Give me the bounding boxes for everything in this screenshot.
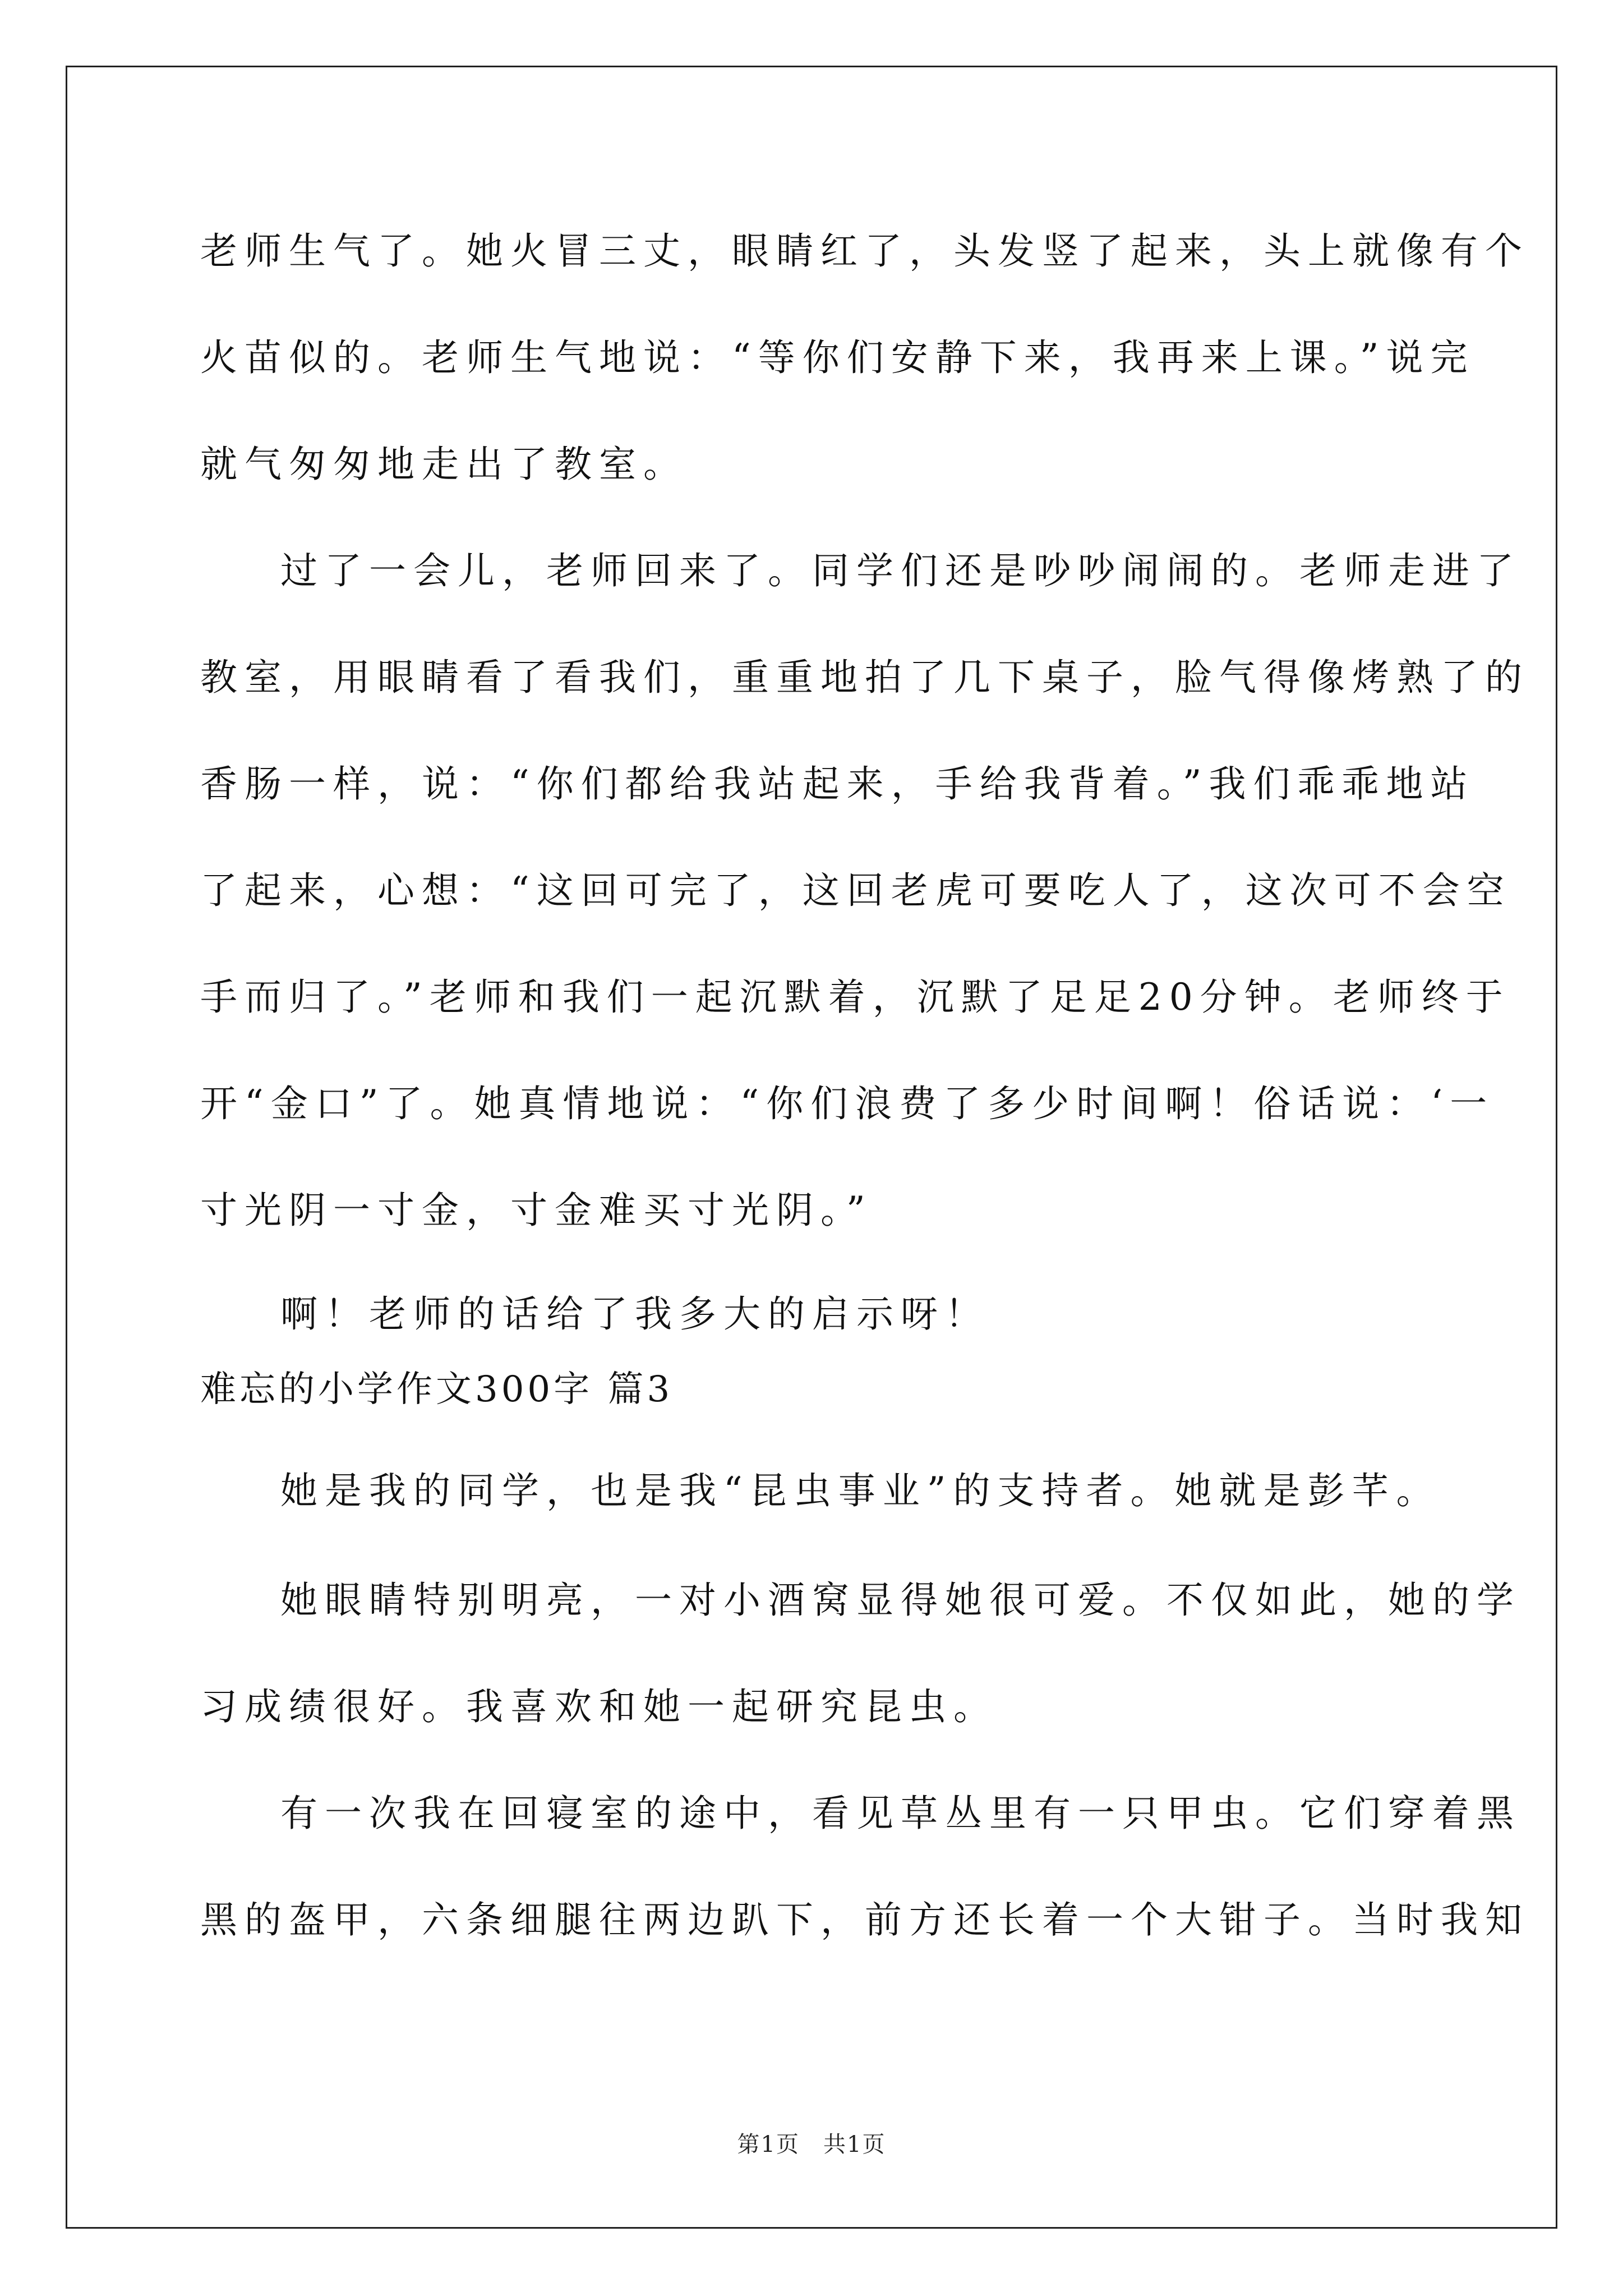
paragraph-line: 她是我的同学，也是我“昆虫事业”的支持者。她就是彭芊。 — [280, 1469, 1441, 1512]
paragraph-line: 教室，用眼睛看了看我们，重重地拍了几下桌子，脸气得像烤熟了的 — [200, 656, 1529, 699]
section-heading: 难忘的小学作文300字 篇3 — [200, 1369, 674, 1410]
paragraph-line: 有一次我在回寝室的途中，看见草丛里有一只甲虫。它们穿着黑 — [280, 1792, 1521, 1835]
paragraph-line: 过了一会儿，老师回来了。同学们还是吵吵闹闹的。老师走进了 — [280, 549, 1521, 592]
paragraph-line: 她眼睛特别明亮，一对小酒窝显得她很可爱。不仅如此，她的学 — [280, 1579, 1521, 1622]
paragraph-line: 寸光阴一寸金，寸金难买寸光阴。” — [200, 1189, 873, 1232]
paragraph-line: 手而归了。”老师和我们一起沉默着，沉默了足足20分钟。老师终于 — [200, 976, 1510, 1019]
paragraph-line: 黑的盔甲，六条细腿往两边趴下，前方还长着一个大钳子。当时我知 — [200, 1898, 1529, 1941]
page-number-footer: 第1页 共1页 — [737, 2132, 886, 2157]
paragraph-line: 老师生气了。她火冒三丈，眼睛红了，头发竖了起来，头上就像有个 — [200, 229, 1529, 273]
paragraph-line: 了起来，心想：“这回可完了，这回老虎可要吃人了，这次可不会空 — [200, 869, 1511, 912]
paragraph-line: 就气匆匆地走出了教室。 — [200, 443, 688, 486]
paragraph-line: 啊！老师的话给了我多大的启示呀！ — [280, 1292, 989, 1336]
paragraph-line: 香肠一样，说：“你们都给我站起来，手给我背着。”我们乖乖地站 — [200, 762, 1475, 806]
paragraph-line: 开“金口”了。她真情地说：“你们浪费了多少时间啊！俗话说：‘一 — [200, 1082, 1495, 1125]
paragraph-line: 火苗似的。老师生气地说：“等你们安静下来，我再来上课。”说完 — [200, 336, 1475, 379]
paragraph-line: 习成绩很好。我喜欢和她一起研究昆虫。 — [200, 1685, 998, 1728]
